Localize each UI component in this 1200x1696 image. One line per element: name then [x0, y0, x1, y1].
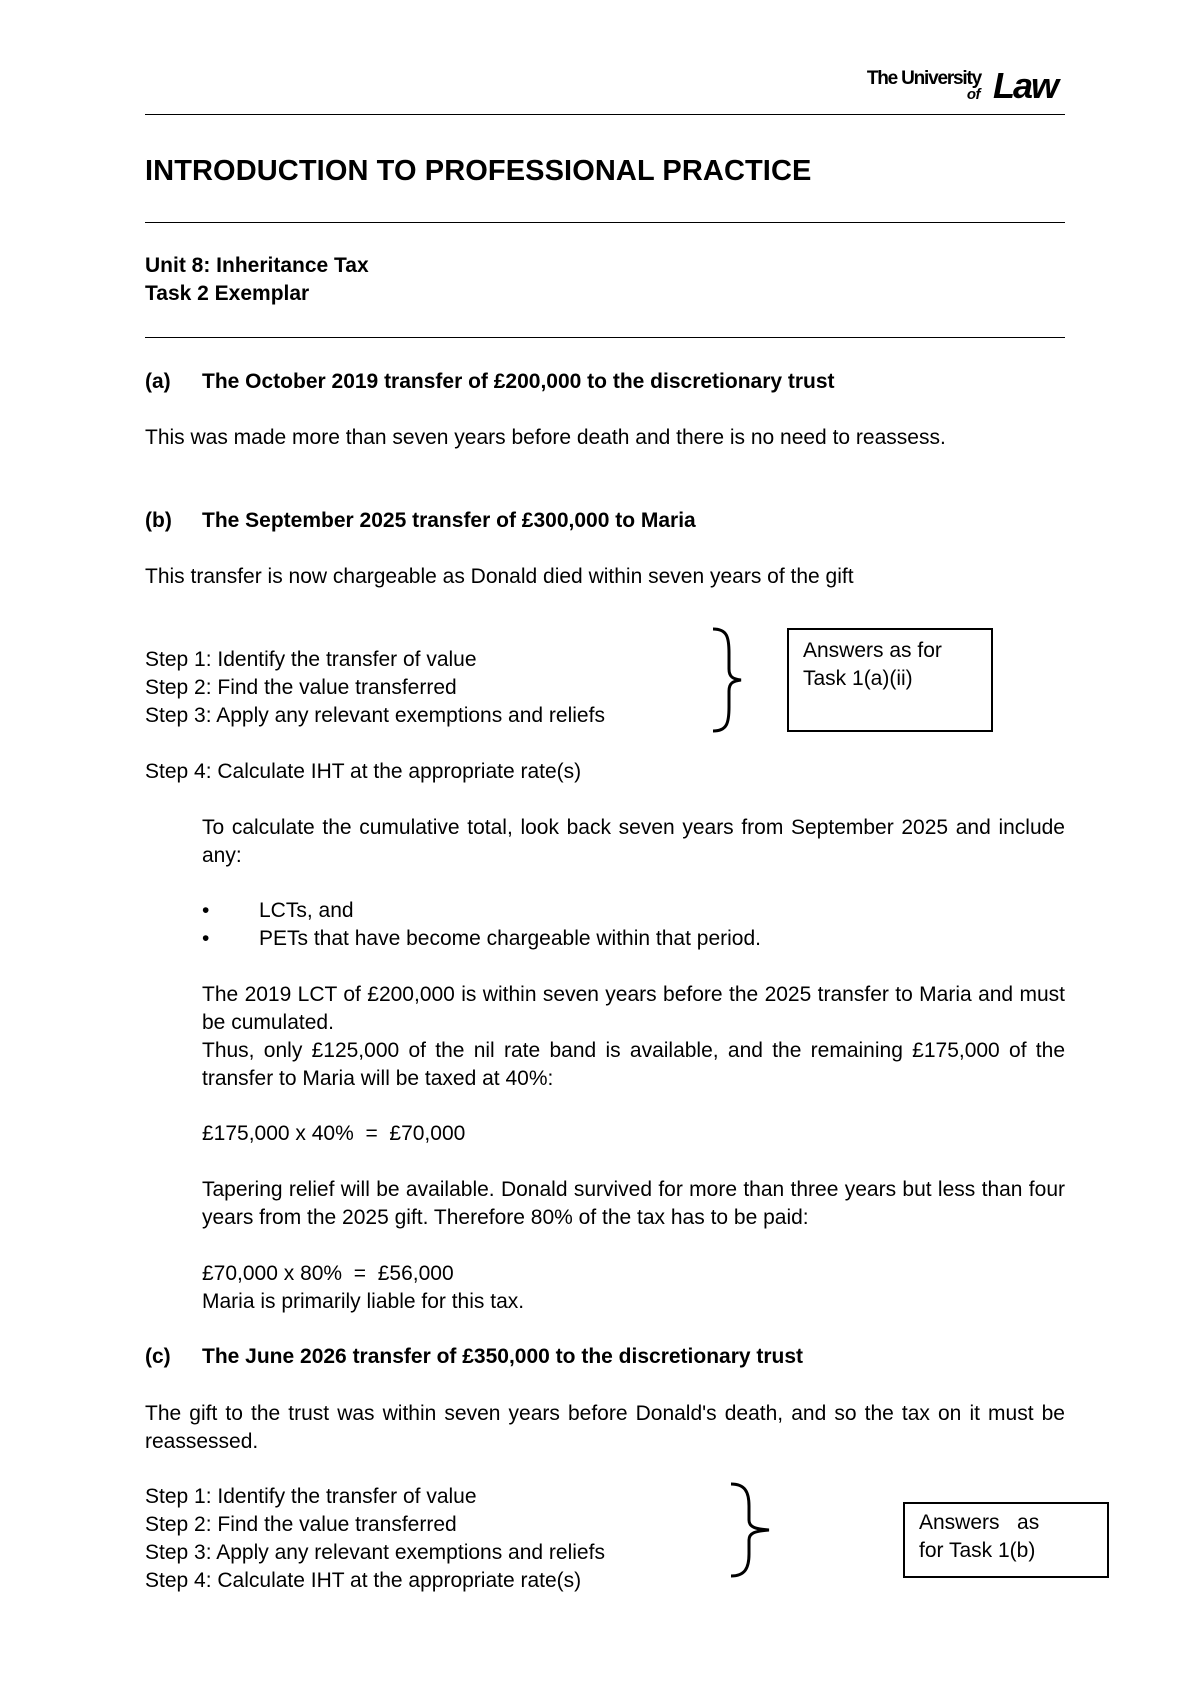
document-title: INTRODUCTION TO PROFESSIONAL PRACTICE — [145, 155, 812, 187]
section-c-step-1: Step 1: Identify the transfer of value — [145, 1485, 477, 1508]
section-b-title: The September 2025 transfer of £300,000 to Maria — [202, 509, 696, 532]
section-b-heading — [145, 507, 696, 535]
logo-of: of — [966, 86, 980, 103]
section-b-answer-line1: Answers as for — [803, 639, 942, 662]
section-a-label: (a) — [145, 370, 171, 393]
section-b-step-4: Step 4: Calculate IHT at the appropriate rate(s) — [145, 760, 582, 783]
section-a-body: This was made more than seven years before death and there is no need to reassess. — [145, 426, 946, 449]
section-c-step-4: Step 4: Calculate IHT at the appropriate rate(s) — [145, 1569, 582, 1592]
section-c-answer-line1: Answers as — [919, 1511, 1040, 1534]
tapering-relief-para: Tapering relief will be available. Donald survived for more than three years but less than four years from the 2025 gift. Therefore 80% of the tax has to be paid: — [202, 1178, 1065, 1229]
section-c-curly-brace — [725, 1480, 780, 1580]
section-b-curly-brace — [705, 625, 755, 735]
lct-cumulation-para: The 2019 LCT of £200,000 is within seven years before the 2025 transfer to Maria and must be cumulated. — [202, 983, 1065, 1034]
section-a-title: The October 2019 transfer of £200,000 to the discretionary trust — [202, 370, 835, 393]
nil-rate-band-para: Thus, only £125,000 of the nil rate band is available, and the remaining £175,000 of the transfer to Maria will be taxed at 40%: — [202, 1039, 1065, 1090]
bullet-2-text: PETs that have become chargeable within that period. — [259, 927, 761, 950]
section-b-step-3: Step 3: Apply any relevant exemptions and reliefs — [145, 704, 605, 727]
unit-label: Unit 8: Inheritance Tax — [145, 254, 369, 277]
tax-calculation-1: £175,000 x 40% = £70,000 — [202, 1122, 466, 1145]
section-c-answer-box — [903, 1502, 1109, 1578]
section-b-answer-box — [787, 628, 993, 732]
cumulative-total-para: To calculate the cumulative total, look back seven years from September 2025 and include any: — [202, 816, 1065, 867]
section-a-heading — [145, 368, 835, 396]
logo-name: Law — [992, 65, 1057, 106]
logo-line1: The University — [866, 68, 981, 89]
section-c-step-3: Step 3: Apply any relevant exemptions and reliefs — [145, 1541, 605, 1564]
bullet-1-symbol: • — [202, 899, 210, 922]
title-rule — [145, 222, 1065, 223]
section-c-step-2: Step 2: Find the value transferred — [145, 1513, 457, 1536]
bullet-2-symbol: • — [202, 927, 210, 950]
subtitle-rule — [145, 337, 1065, 338]
section-b-step-1: Step 1: Identify the transfer of value — [145, 648, 477, 671]
section-c-title: The June 2026 transfer of £350,000 to the discretionary trust — [202, 1345, 804, 1368]
section-c-label: (c) — [145, 1345, 171, 1368]
header-rule — [145, 114, 1065, 115]
section-c-heading — [145, 1343, 803, 1371]
section-b-step-2: Step 2: Find the value transferred — [145, 676, 457, 699]
task-label: Task 2 Exemplar — [145, 282, 310, 305]
tax-calculation-2: £70,000 x 80% = £56,000 — [202, 1262, 454, 1285]
section-b-intro: This transfer is now chargeable as Donald died within seven years of the gift — [145, 565, 854, 588]
section-b-answer-line2: Task 1(a)(ii) — [803, 667, 913, 690]
liability-note: Maria is primarily liable for this tax. — [202, 1290, 525, 1313]
bullet-1-text: LCTs, and — [259, 899, 354, 922]
section-b-label: (b) — [145, 509, 172, 532]
university-of-law-logo — [847, 62, 1057, 110]
section-c-body: The gift to the trust was within seven years before Donald's death, and so the tax on it must be reassessed. — [145, 1402, 1065, 1453]
section-c-answer-line2: for Task 1(b) — [919, 1539, 1036, 1562]
